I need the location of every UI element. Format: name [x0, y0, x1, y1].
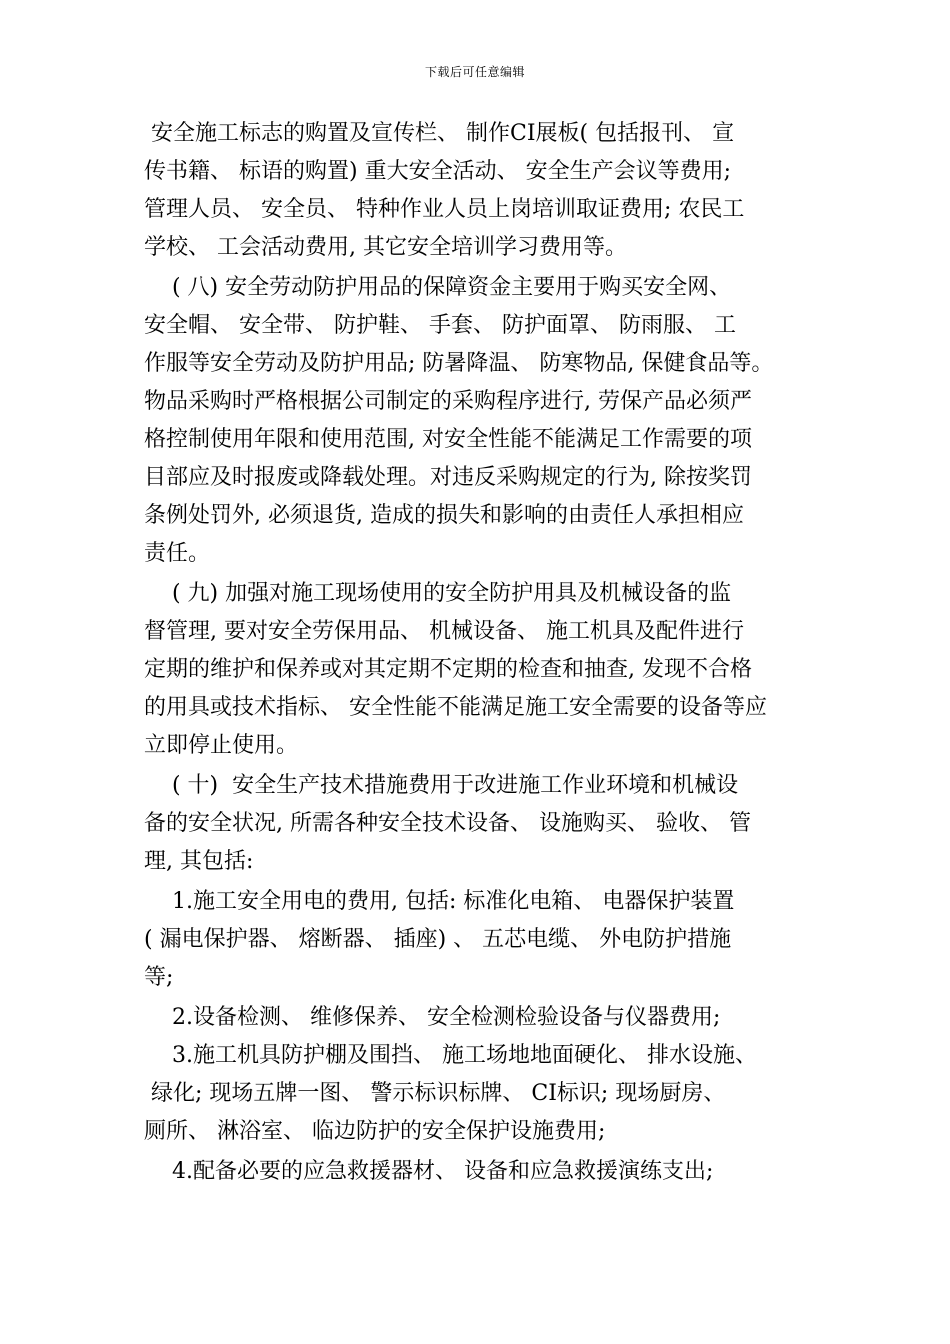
text-line: 理, 其包括: [144, 849, 254, 874]
text-line: 厕所、 淋浴室、 临边防护的安全保护设施费用; [144, 1119, 606, 1144]
text-line: 安全帽、 安全带、 防护鞋、 手套、 防护面罩、 防雨服、 工 [144, 313, 736, 338]
text-line: 格控制使用年限和使用范围, 对安全性能不能满足工作需要的项 [144, 427, 752, 452]
text-line: 督管理, 要对安全劳保用品、 机械设备、 施工机具及配件进行 [144, 619, 744, 644]
text-line: 学校、 工会活动费用, 其它安全培训学习费用等。 [144, 235, 627, 260]
text-line: 传书籍、 标语的购置) 重大安全活动、 安全生产会议等费用; [144, 159, 731, 184]
text-line: 立即停止使用。 [144, 733, 299, 758]
text-line: 绿化; 现场五牌一图、 警示标识标牌、 CI标识; 现场厨房、 [144, 1081, 726, 1106]
text-line: ( 十) 安全生产技术措施费用于改进施工作业环境和机械设 [144, 773, 739, 798]
text-line: 管理人员、 安全员、 特种作业人员上岗培训取证费用; 农民工 [144, 197, 745, 222]
text-line: ( 八) 安全劳动防护用品的保障资金主要用于购买安全网、 [144, 275, 732, 300]
text-line: 4.配备必要的应急救援器材、 设备和应急救援演练支出; [144, 1159, 714, 1184]
text-line: 目部应及时报废或降载处理。对违反采购规定的行为, 除按奖罚 [144, 465, 752, 490]
text-line: 备的安全状况, 所需各种安全技术设备、 设施购买、 验收、 管 [144, 811, 751, 836]
text-line: ( 漏电保护器、 熔断器、 插座) 、 五芯电缆、 外电防护措施 [144, 927, 732, 952]
text-line: 2.设备检测、 维修保养、 安全检测检验设备与仪器费用; [144, 1005, 721, 1030]
page-header: 下载后可任意编辑 [424, 65, 525, 79]
text-line: 安全施工标志的购置及宣传栏、 制作CI展板( 包括报刊、 宣 [144, 121, 735, 146]
text-line: ( 九) 加强对施工现场使用的安全防护用具及机械设备的监 [144, 581, 732, 606]
text-line: 责任。 [144, 541, 211, 566]
text-line: 物品采购时严格根据公司制定的采购程序进行, 劳保产品必须严 [144, 389, 752, 414]
text-line: 定期的维护和保养或对其定期不定期的检查和抽查, 发现不合格 [144, 657, 752, 682]
text-line: 作服等安全劳动及防护用品; 防暑降温、 防寒物品, 保健食品等。 [144, 351, 774, 376]
text-line: 3.施工机具防护棚及围挡、 施工场地地面硬化、 排水设施、 [144, 1043, 757, 1068]
text-line: 的用具或技术指标、 安全性能不能满足施工安全需要的设备等应 [144, 695, 767, 720]
text-line: 1.施工安全用电的费用, 包括: 标准化电箱、 电器保护装置 [144, 889, 735, 914]
text-line: 条例处罚外, 必须退货, 造成的损失和影响的由责任人承担相应 [144, 503, 744, 528]
text-line: 等; [144, 965, 174, 990]
